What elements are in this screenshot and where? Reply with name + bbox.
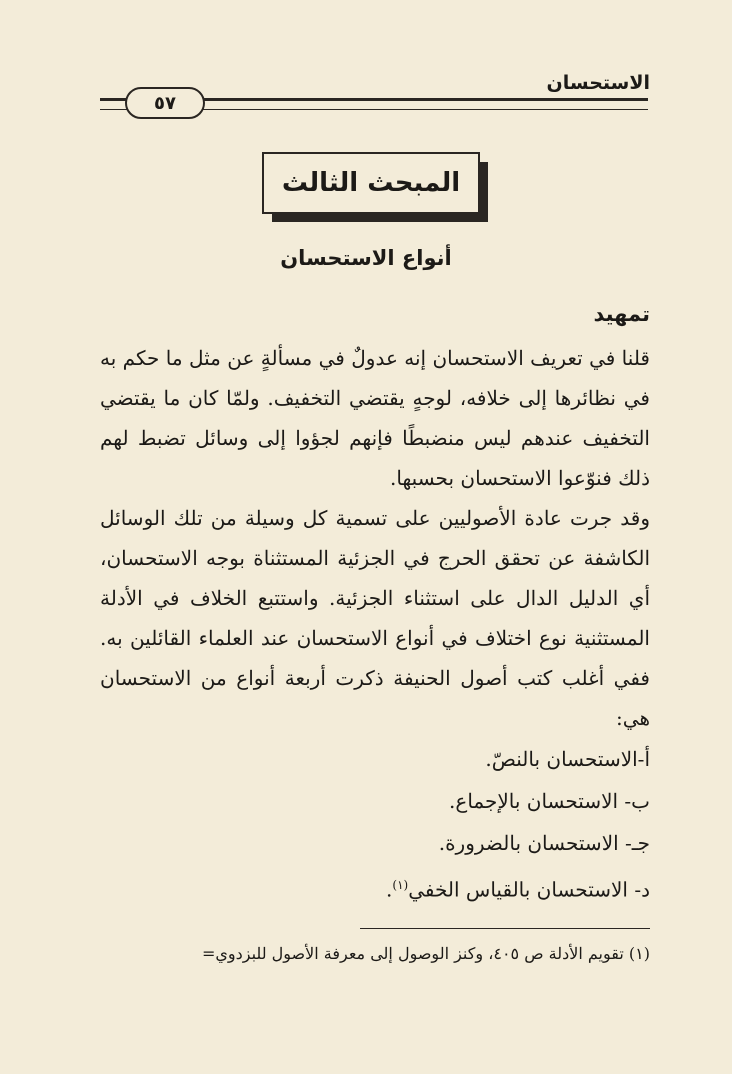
footnote-reference: (١) (392, 878, 409, 892)
intro-heading: تمهيد (593, 302, 650, 326)
list-item-period: . (386, 877, 393, 902)
footnote-text: تقويم الأدلة ص ٤٠٥، وكنز الوصول إلى معرفة الأصول للبزدوي= (201, 944, 624, 963)
footnote-marker: (١) (628, 944, 650, 963)
paragraph-2: وقد جرت عادة الأصوليين على تسمية كل وسيلة من تلك الوسائل الكاشفة عن تحقق الحرج في الجزئية المستثناة بوجه الاستحسان، أي الدليل الدال على استثناء الجزئية. واستتبع الخلاف في الأدلة المستثنية نوع اختلاف في أنواع الاستحسان عند العلماء القائلين به. ففي أغلب كتب أصول الحنيفة ذكرت أربعة أنواع من الاستحسان هي: (100, 506, 650, 730)
list-item-text: د- الاستحسان بالقياس الخفي (408, 877, 650, 902)
istihsan-types-list (100, 738, 650, 911)
section-title-box: المبحث الثالث (262, 152, 480, 214)
section-subtitle: أنواع الاستحسان (280, 246, 452, 270)
list-item: ب- الاستحسان بالإجماع. (449, 789, 650, 813)
footnote-rule (360, 928, 650, 929)
list-item-last (100, 864, 650, 911)
list-item: جـ- الاستحسان بالضرورة. (438, 831, 650, 855)
paragraph-1: قلنا في تعريف الاستحسان إنه عدولٌ في مسألةٍ عن مثل ما حكم به في نظائرها إلى خلافه، لوجهٍ يقتضي التخفيف. ولمّا كان ما يقتضي التخفيف عندهم ليس منضبطًا فإنهم لجؤوا إلى وسائل تضبط لهم ذلك فنوّعوا الاستحسان بحسبها. (100, 346, 650, 490)
page-number: ٥٧ (125, 87, 205, 119)
running-title: الاستحسان (546, 72, 650, 94)
list-item: أ-الاستحسان بالنصّ. (485, 747, 650, 771)
footnote (90, 940, 650, 968)
